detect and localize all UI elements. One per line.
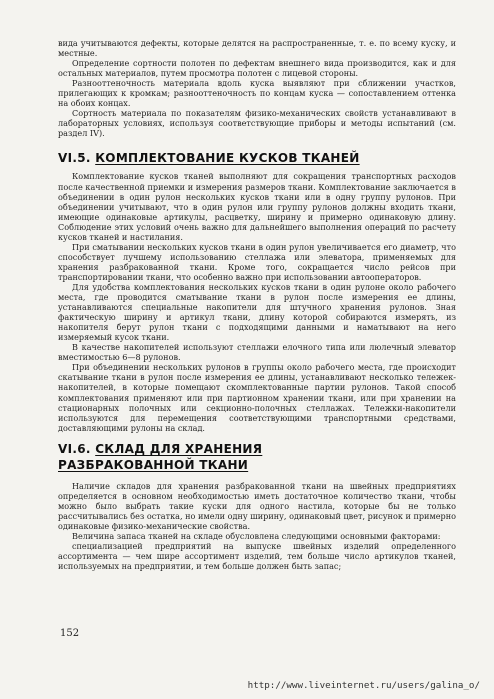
paragraph: Для удобства комплектования нескольких кусков ткани в один рулоне около рабочего места, где проводится сматывание ткани в рулон после измерения ее длины, устанавливаются специальные накопители для штучного хранения рулонов. Зная фактическую ширину и артикул ткани, длину которой собираются измерять, из накопителя берут рулон ткани с подходящими данными и наматывают на него измеряемый кусок ткани. [58, 281, 456, 343]
section-heading-vi5 [58, 150, 456, 166]
section-heading-vi6 [58, 441, 456, 473]
section-number: VI.6. [58, 441, 91, 456]
watermark-url: http://www.liveinternet.ru/users/galina_o/ [247, 680, 480, 691]
paragraph: При объединении нескольких рулонов в группы около рабочего места, где происходит скатывание ткани в рулон после измерения ее длины, устанавливают несколько тележек-накопителей, в которые помещают скомплектованные партии рулонов. Такой способ комплектования применяют или при партионном хранении ткани, или при хранении на стационарных полочных или секционно-полочных стеллажах. Тележки-накопители используются для перемещения соответствующими транспортными средствами, доставляющими рулоны на склад. [58, 362, 456, 433]
paragraph: При сматывании нескольких кусков ткани в один рулон увеличивается его диаметр, что способствует лучшему использованию стеллажа или элеватора, применяемых для хранения разбракованной ткани. Кроме того, сокращается число рейсов при транспортировании ткани, что особенно важно при использовании автооператоров. [58, 241, 456, 282]
page-number: 152 [60, 628, 80, 639]
page-body [58, 38, 456, 571]
paragraph: Наличие складов для хранения разбракованной ткани на швейных предприятиях определяется в основном необходимостью иметь достаточное количество ткани, чтобы можно было выбрать такие куски для одного настила, которые бы не только рассчитывались без остатка, но имели одну ширину, одинаковый цвет, рисунок и примерно одинаковые физико-механические свойства. [58, 480, 456, 531]
paragraph: Определение сортности полотен по дефектам внешнего вида производится, как и для остальных материалов, путем просмотра полотен с лицевой стороны. [58, 58, 456, 79]
section-title: КОМПЛЕКТОВАНИЕ КУСКОВ ТКАНЕЙ [95, 151, 360, 166]
paragraph: вида учитываются дефекты, которые делятся на распространенные, т. е. по всему куску, и местные. [58, 38, 456, 59]
paragraph: Разнооттеночность материала вдоль куска выявляют при сближении участков, прилегающих к кромкам; разнооттеночность по концам куска — сопоставлением оттенка на обоих концах. [58, 78, 456, 109]
paragraph: Сортность материала по показателям физико-механических свойств устанавливают в лабораторных условиях, используя соответствующие приборы и методы испытаний (см. раздел IV). [58, 108, 456, 139]
section-title-line2: РАЗБРАКОВАННОЙ ТКАНИ [58, 457, 249, 472]
paragraph: Комплектование кусков тканей выполняют для сокращения транспортных расходов после качественной приемки и измерения размеров ткани. Комплектование заключается в объединении в один рулон нескольких кусков ткани или в одну группу рулонов. При объединении учитывают, что в один рулон или группу рулонов должны входить ткани, имеющие одинаковые артикулы, расцветку, ширину и примерно одинаковую длину. Соблюдение этих условий очень важно для дальнейшего выполнения операций по расчету кусков тканей и настилания. [58, 171, 456, 242]
paragraph: В качестве накопителей используют стеллажи елочного типа или люлечный элеватор вместимостью 6—8 рулонов. [58, 342, 456, 363]
paragraph: Величина запаса тканей на складе обусловлена следующими основными факторами: [72, 530, 441, 541]
section-number: VI.5. [58, 151, 91, 166]
paragraph: специализацией предприятий на выпуске швейных изделий определенного ассортимента — чем шире ассортимент изделий, тем больше число артикулов тканей, используемых на предприятии, и тем больше должен быть запас; [58, 540, 456, 572]
section-title-line1: СКЛАД ДЛЯ ХРАНЕНИЯ [95, 441, 263, 456]
